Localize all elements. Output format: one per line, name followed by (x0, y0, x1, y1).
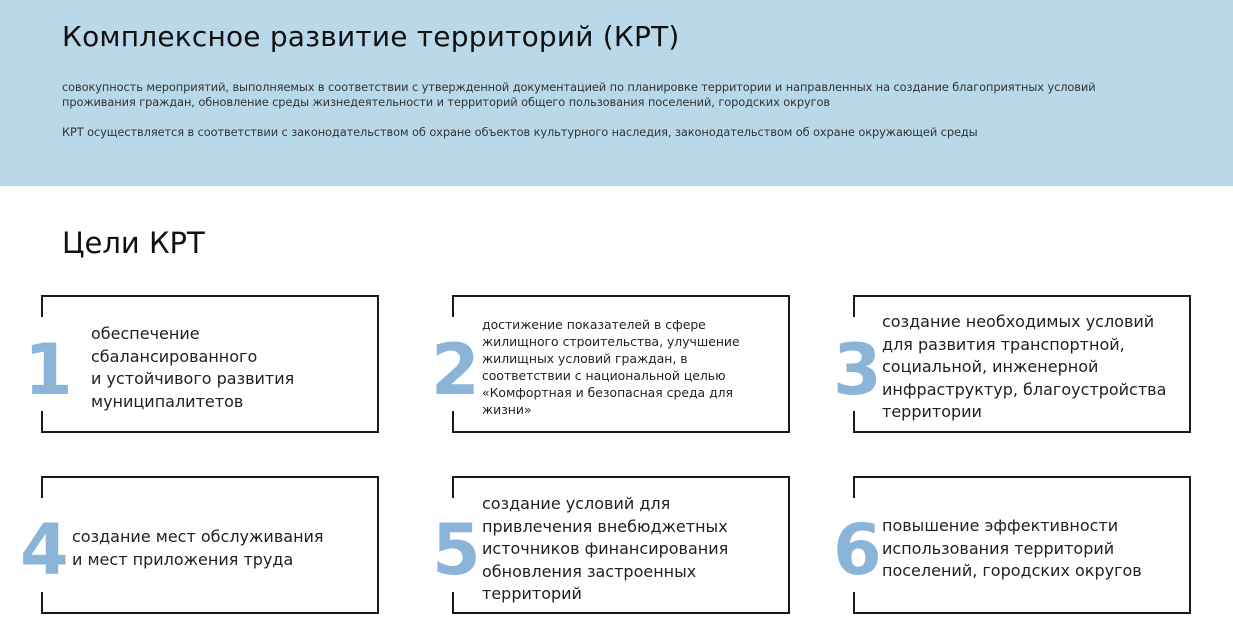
goal-text-4: создание мест обслуживания и мест приложения труда (72, 527, 324, 569)
goal-number-5: 5 (432, 509, 481, 591)
goal-number-3: 3 (833, 329, 882, 411)
goal-text-3: создание необходимых условий для развития транспортной, социальной, инженерной инфраструктур, благоустройства территории (882, 312, 1167, 421)
goal-number-2: 2 (431, 329, 480, 411)
goal-number-6: 6 (833, 509, 882, 591)
page-title: Комплексное развитие территорий (КРТ) (62, 20, 680, 53)
krt-definition: совокупность мероприятий, выполняемых в соответствии с утвержденной документацией по планировке территории и направленных на создание благоприятных условий проживания граждан, обновление среды жизнедеятельности и территорий общего пользования поселений, городских округов (62, 80, 1096, 109)
goal-number-1: 1 (24, 329, 73, 411)
krt-legal-note: КРТ осуществляется в соответствии с законодательством об охране объектов культурного наследия, законодательством об охране окружающей среды (62, 125, 978, 139)
goal-text-1: обеспечение сбалансированного и устойчивого развития муниципалитетов (91, 324, 295, 411)
goal-number-4: 4 (20, 509, 69, 591)
goal-text-5: создание условий для привлечения внебюджетных источников финансирования обновления застроенных территорий (482, 494, 729, 603)
goal-text-6: повышение эффективности использования территорий поселений, городских округов (882, 516, 1142, 580)
goal-text-2: достижение показателей в сфере жилищного строительства, улучшение жилищных условий граждан, в соответствии с национальной целью «Комфортная и безопасная среда для жизни» (482, 317, 740, 417)
header-banner (0, 0, 1233, 186)
goals-heading: Цели КРТ (62, 226, 205, 260)
